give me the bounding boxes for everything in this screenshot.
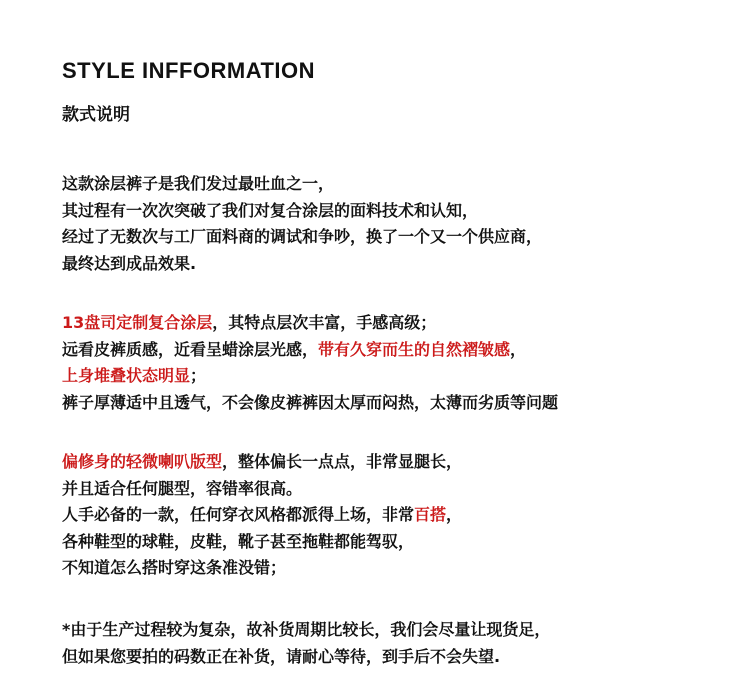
fit-text: ，整体偏长一点点，非常显腿长， <box>222 452 463 471</box>
fit-line <box>62 449 462 476</box>
fabric-text: ，其特点层次丰富，手感高级； <box>212 313 437 332</box>
intro-line: 这款涂层裤子是我们发过最吐血之一， <box>62 174 335 193</box>
fabric-paragraph <box>62 310 558 416</box>
fit-text: 人手必备的一款，任何穿衣风格都派得上场，非常 <box>62 505 415 524</box>
fabric-line <box>62 310 558 337</box>
fit-highlight: 百搭 <box>414 505 447 524</box>
fit-line: 不知道怎么搭时穿这条准没错； <box>62 558 287 577</box>
page-title: STYLE INFFORMATION <box>62 58 316 83</box>
fabric-line <box>62 337 558 364</box>
fabric-highlight: 13盘司定制复合涂层 <box>62 313 213 332</box>
fabric-text: ， <box>510 339 527 359</box>
fabric-line: 裤子厚薄适中且透气，不会像皮裤裤因太厚而闷热，太薄而劣质等问题 <box>62 392 559 412</box>
fabric-highlight: 上身堆叠状态明显 <box>62 366 191 385</box>
fabric-line <box>62 363 558 390</box>
fit-text: ， <box>446 505 463 524</box>
intro-line: 经过了无数次与工厂面料商的调试和争吵，换了一个又一个供应商， <box>62 227 543 246</box>
fabric-text: ； <box>190 366 207 385</box>
fabric-highlight: 带有久穿而生的自然褶皱感 <box>318 339 511 359</box>
intro-line: 其过程有一次次突破了我们对复合涂层的面料技术和认知， <box>62 200 479 220</box>
intro-paragraph <box>62 171 542 277</box>
intro-line: 最终达到成品效果. <box>62 253 197 273</box>
fabric-text: 远看皮裤质感，近看呈蜡涂层光感， <box>62 339 319 359</box>
footnote-line: *由于生产过程较为复杂，故补货周期比较长，我们会尽量让现货足， <box>62 620 551 639</box>
fit-line: 各种鞋型的球鞋，皮鞋，靴子甚至拖鞋都能驾驭， <box>62 531 415 551</box>
fit-line: 并且适合任何腿型，容错率很高。 <box>62 478 303 498</box>
fit-line <box>62 502 462 529</box>
fit-paragraph <box>62 449 462 582</box>
page-subtitle: 款式说明 <box>62 105 130 125</box>
footnote-paragraph <box>62 617 550 670</box>
fit-highlight: 偏修身的轻微喇叭版型 <box>62 452 223 471</box>
footnote-line: 但如果您要拍的码数正在补货，请耐心等待，到手后不会失望. <box>62 646 501 666</box>
